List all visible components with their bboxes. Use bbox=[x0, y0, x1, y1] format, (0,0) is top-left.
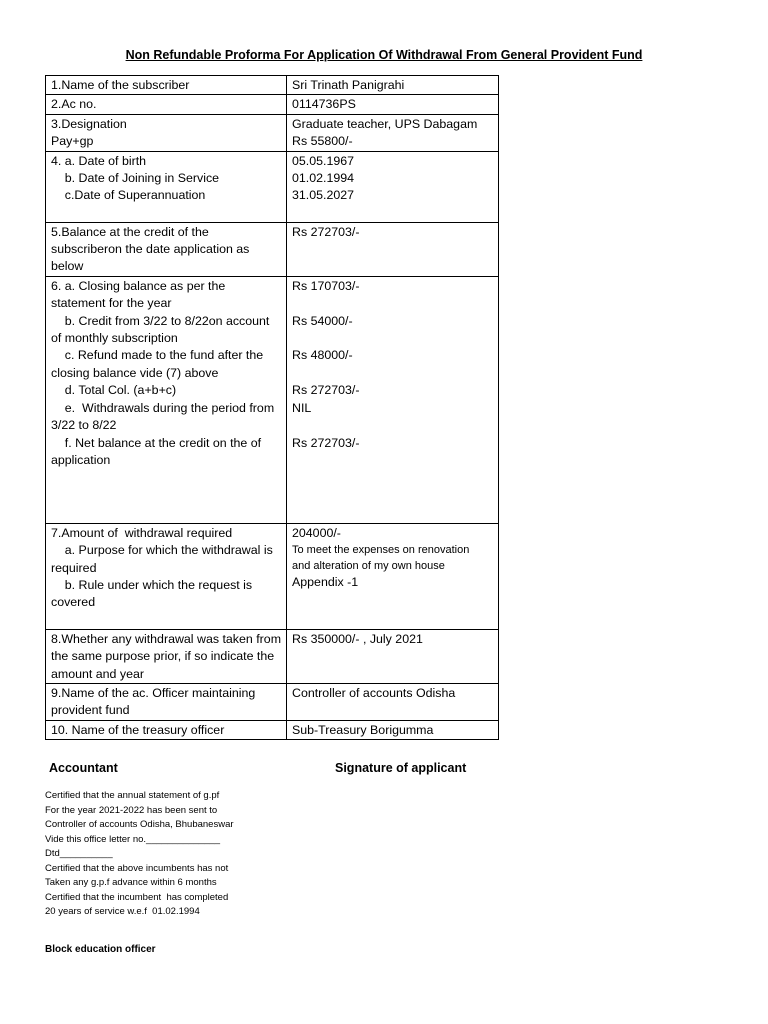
row-label: 2.Ac no. bbox=[46, 95, 287, 114]
signature-label: Signature of applicant bbox=[335, 761, 467, 775]
form-title: Non Refundable Proforma For Application Of Withdrawal From General Provident Fund bbox=[125, 48, 643, 62]
withdrawal-amount: 204000/- bbox=[292, 525, 341, 540]
row-value bbox=[287, 523, 499, 629]
row-value: Rs 350000/- , July 2021 bbox=[287, 629, 499, 683]
table-row bbox=[46, 276, 499, 523]
row-label: 5.Balance at the credit of the subscriberon the date application as below bbox=[46, 222, 287, 276]
row-label: 1.Name of the subscriber bbox=[46, 76, 287, 95]
gpf-application-table bbox=[45, 75, 499, 740]
table-row bbox=[46, 76, 499, 95]
row-label: 3.Designation Pay+gp bbox=[46, 114, 287, 151]
row-value: Graduate teacher, UPS Dabagam Rs 55800/- bbox=[287, 114, 499, 151]
table-row bbox=[46, 114, 499, 151]
withdrawal-purpose: To meet the expenses on renovation and alteration of my own house bbox=[292, 544, 470, 573]
row-label: 9.Name of the ac. Officer maintaining provident fund bbox=[46, 684, 287, 721]
row-value: Rs 170703/- Rs 54000/- Rs 48000/- Rs 272703/- NIL Rs 272703/- bbox=[287, 276, 499, 523]
table-row bbox=[46, 151, 499, 222]
row-label: 6. a. Closing balance as per the statement for the year b. Credit from 3/22 to 8/22on account of monthly subscription c. Refund made to the fund after the closing balance vide (7) above d. Total Col. (a+b+c) e. Withdrawals during the period from 3/22 to 8/22 f. Net balance at the credit on the of application bbox=[46, 276, 287, 523]
certification-text: Certified that the annual statement of g.pf For the year 2021-2022 has been sent to Controller of accounts Odisha, Bhubaneswar Vide this office letter no.______________ Dtd__________ Certified that the above incumbents has not Taken any g.p.f advance within 6 months Certified that the incumbent has completed 20 years of service w.e.f 01.02.1994 bbox=[45, 790, 234, 917]
row-label: 10. Name of the treasury officer bbox=[46, 720, 287, 739]
table-row bbox=[46, 629, 499, 683]
row-value: Sub-Treasury Borigumma bbox=[287, 720, 499, 739]
table-row bbox=[46, 720, 499, 739]
row-label: 8.Whether any withdrawal was taken from the same purpose prior, if so indicate the amount and year bbox=[46, 629, 287, 683]
table-row bbox=[46, 684, 499, 721]
block-officer-label: Block education officer bbox=[45, 944, 156, 955]
withdrawal-rule: Appendix -1 bbox=[292, 575, 359, 590]
row-value: Controller of accounts Odisha bbox=[287, 684, 499, 721]
table-row bbox=[46, 95, 499, 114]
row-label: 4. a. Date of birth b. Date of Joining in Service c.Date of Superannuation bbox=[46, 151, 287, 222]
row-label: 7.Amount of withdrawal required a. Purpose for which the withdrawal is required b. Rule under which the request is covered bbox=[46, 523, 287, 629]
table-row bbox=[46, 222, 499, 276]
row-value: Rs 272703/- bbox=[287, 222, 499, 276]
row-value: 05.05.1967 01.02.1994 31.05.2027 bbox=[287, 151, 499, 222]
accountant-label: Accountant bbox=[49, 761, 118, 775]
row-value: 0114736PS bbox=[287, 95, 499, 114]
row-value: Sri Trinath Panigrahi bbox=[287, 76, 499, 95]
table-row bbox=[46, 523, 499, 629]
